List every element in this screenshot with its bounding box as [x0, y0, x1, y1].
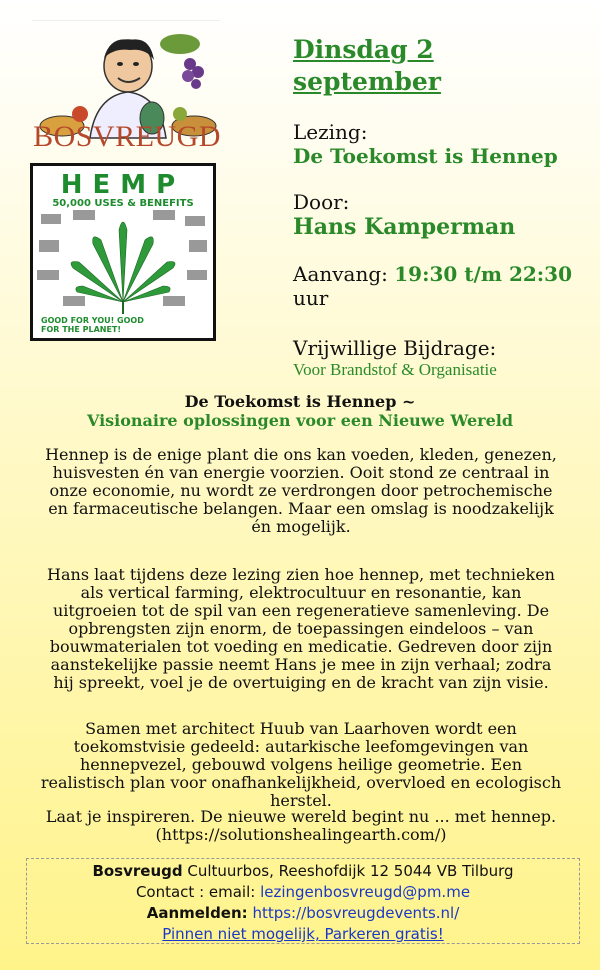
event-info: [293, 34, 583, 380]
note-line: [27, 924, 579, 945]
article-paragraph-1: Hennep is de enige plant die ons kan voeden, kleden, genezen, huisvesten én van energie voorzien. Ooit stond ze centraal in onze economie, nu wordt ze verdrongen door petrochemische en farmaceutische belangen. Maar een omslag is noodzakelijk én mogelijk.: [45, 445, 557, 536]
divider: [32, 20, 220, 21]
hemp-leaf-icon: [33, 210, 213, 314]
start-unit: uur: [293, 286, 329, 310]
contact-line: [27, 882, 579, 903]
venue-address: Cultuurbos, Reeshofdijk 12 5044 VB Tilburg: [187, 862, 514, 880]
venue-line: [27, 861, 579, 882]
logo-text: BOSVREUGD: [33, 120, 221, 153]
venue-name: Bosvreugd: [92, 862, 183, 880]
article-paragraph-4: [38, 808, 564, 844]
closing-text: Laat je inspireren. De nieuwe wereld begint nu ... met hennep.: [45, 807, 557, 826]
contact-label: Contact : email:: [135, 883, 256, 901]
register-link[interactable]: https://bosvreugdevents.nl/: [252, 904, 460, 922]
payment-parking-note-link[interactable]: Pinnen niet mogelijk, Parkeren gratis!: [162, 925, 444, 943]
article-subtitle: Visionaire oplossingen voor een Nieuwe Wereld: [86, 411, 514, 430]
register-line: [27, 903, 579, 924]
register-label: Aanmelden:: [146, 904, 248, 922]
speaker-name: Hans Kamperman: [293, 214, 516, 240]
start-time: 19:30 t/m 22:30: [394, 262, 572, 286]
email-link[interactable]: lezingenbosvreugd@pm.me: [260, 883, 471, 901]
poster-title: HEMP: [60, 170, 186, 200]
article-title: De Toekomst is Hennep ~: [184, 392, 416, 411]
contribution-text: Voor Brandstof & Organisatie: [293, 360, 497, 379]
article-paragraph-3: Samen met architect Huub van Laarhoven wordt een toekomstvisie gedeeld: autarkische leefomgevingen van hennepvezel, gebouwd volgens heilige geometrie. Een realistisch plan voor onafhankelijkheid, overvloed en ecologisch herstel.: [40, 719, 562, 810]
poster-subtitle: 50,000 USES & BENEFITS: [52, 198, 194, 209]
lecture-title: De Toekomst is Hennep: [293, 144, 558, 168]
article-heading: [0, 392, 600, 430]
start-label: Aanvang:: [293, 262, 388, 286]
event-date: Dinsdag 2 september: [293, 35, 441, 96]
hemp-poster: [30, 163, 216, 341]
venue-info-box: [26, 858, 580, 944]
start-time-row: [293, 262, 583, 286]
contribution-label: Vrijwillige Bijdrage:: [293, 336, 497, 360]
website-text: (https://solutionshealingearth.com/): [155, 825, 447, 844]
article-paragraph-2: Hans laat tijdens deze lezing zien hoe hennep, met technieken als vertical farming, elektrocultuur en resonantie, kan uitgroeien tot de spil van een regeneratieve samenleving. De opbrengsten zijn enorm, de toepassingen eindeloos – van bouwmaterialen tot voeding en medicatie. Gedreven door zijn aanstekelijke passie neemt Hans je mee in zijn verhaal; zodra hij spreekt, voel je de overtuiging en de kracht van zijn visie.: [47, 565, 555, 692]
speaker-label: Door:: [293, 190, 350, 214]
lecture-label: Lezing:: [293, 120, 368, 144]
poster-footer: GOOD FOR YOU! GOOD FOR THE PLANET!: [41, 316, 144, 334]
